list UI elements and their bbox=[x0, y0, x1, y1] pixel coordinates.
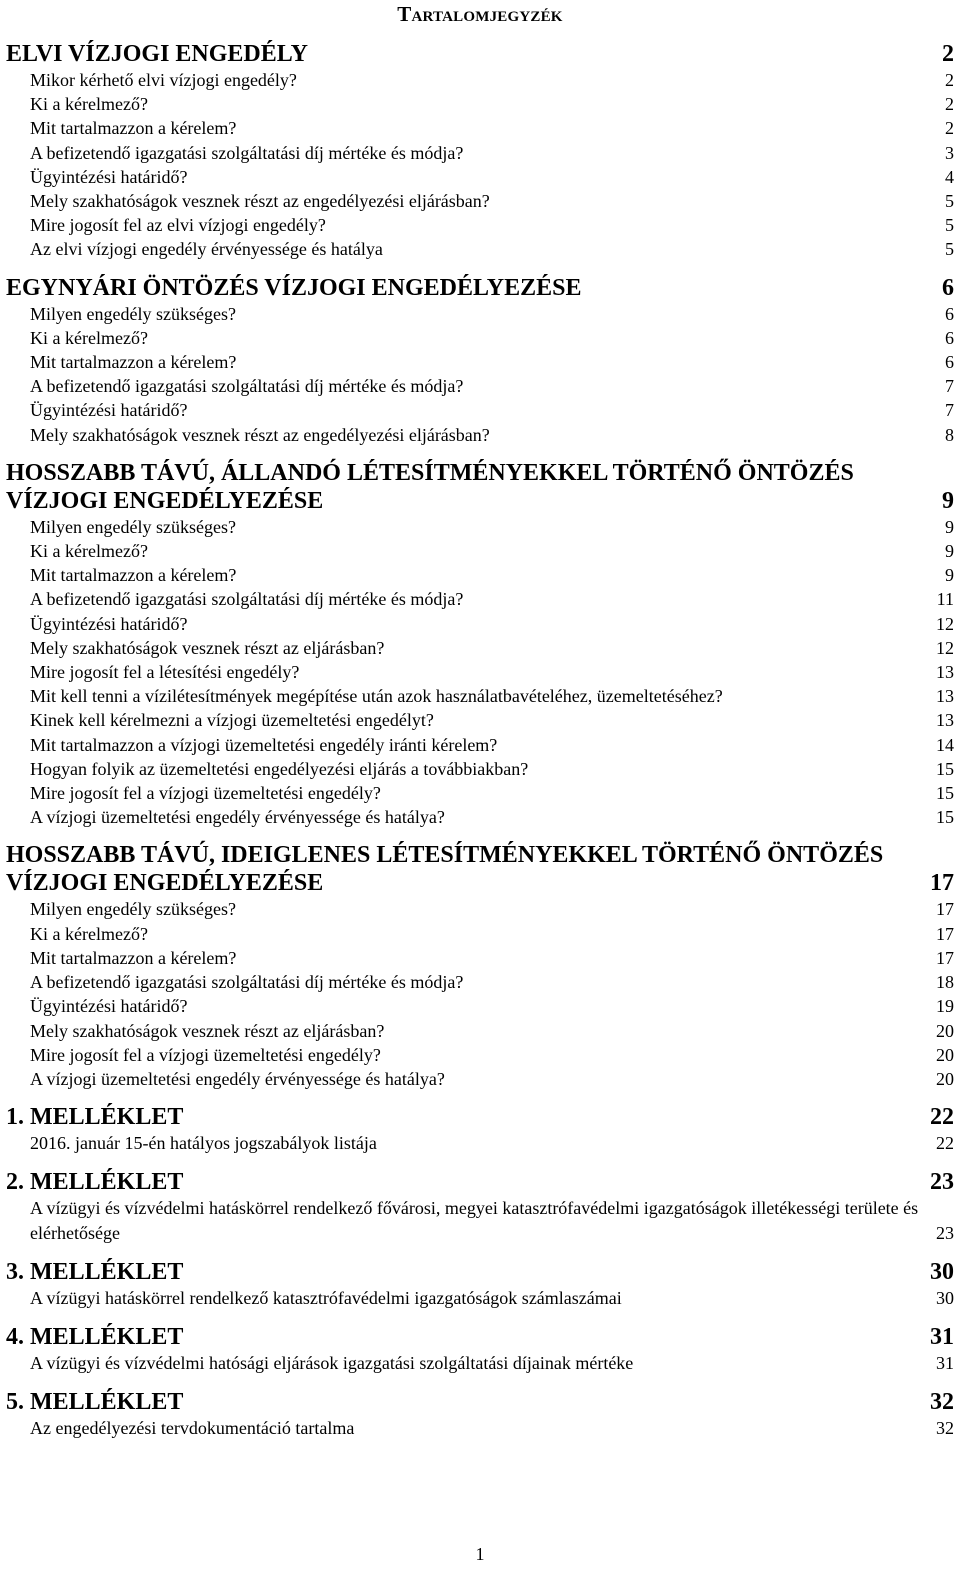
entry-title: Ügyintézési határidő? bbox=[30, 400, 188, 421]
toc-section bbox=[0, 274, 960, 447]
entry-title: A befizetendő igazgatási szolgáltatási díj mértéke és módja? bbox=[30, 142, 464, 163]
entry-title: A vízjogi üzemeltetési engedély érvényessége és hatálya? bbox=[30, 1068, 445, 1089]
entry-title: A befizetendő igazgatási szolgáltatási díj mértéke és módja? bbox=[30, 376, 464, 397]
section-page-number: 17 bbox=[930, 870, 954, 897]
entry-title: Ki a kérelmező? bbox=[30, 541, 148, 562]
toc-entry[interactable] bbox=[0, 141, 960, 165]
entry-title: Mely szakhatóságok vesznek részt az engedélyezési eljárásban? bbox=[30, 191, 490, 212]
entry-page-number: 5 bbox=[945, 215, 954, 236]
section-title: 3. MELLÉKLET bbox=[6, 1258, 184, 1285]
entry-title: Mit tartalmazzon a kérelem? bbox=[30, 947, 237, 968]
section-page-number: 6 bbox=[942, 274, 954, 301]
entry-page-number: 13 bbox=[936, 662, 954, 683]
toc-entry[interactable] bbox=[0, 398, 960, 422]
entry-title: Mire jogosít fel a vízjogi üzemeltetési engedély? bbox=[30, 783, 381, 804]
toc-entry[interactable] bbox=[0, 612, 960, 636]
section-title: 1. MELLÉKLET bbox=[6, 1104, 184, 1131]
toc-section-heading[interactable] bbox=[0, 1103, 960, 1131]
entry-title: A vízügyi és vízvédelmi hatósági eljárások igazgatási szolgáltatási díjainak mértéke bbox=[30, 1352, 634, 1373]
entry-title: Az engedélyezési tervdokumentáció tartalma bbox=[30, 1418, 355, 1439]
entry-page-number: 2 bbox=[945, 70, 954, 90]
toc-section-heading[interactable] bbox=[0, 459, 960, 515]
toc-entry[interactable] bbox=[0, 165, 960, 189]
entry-page-number: 23 bbox=[936, 1222, 954, 1243]
toc-entry[interactable] bbox=[0, 1131, 960, 1155]
toc-entry[interactable] bbox=[0, 350, 960, 374]
entry-page-number: 6 bbox=[945, 303, 954, 324]
entry-page-number: 2 bbox=[945, 118, 954, 139]
entry-title: Kinek kell kérelmezni a vízjogi üzemeltetési engedélyt? bbox=[30, 710, 434, 731]
entry-title: A vízügyi és vízvédelmi hatáskörrel rendelkező fővárosi, megyei katasztrófavédelmi igazgatóságok illetékességi területe és elérhetősége bbox=[30, 1198, 919, 1243]
entry-page-number: 17 bbox=[936, 923, 954, 944]
entry-title: Ügyintézési határidő? bbox=[30, 166, 188, 187]
toc-entry[interactable] bbox=[0, 92, 960, 116]
entry-page-number: 9 bbox=[945, 565, 954, 586]
toc-entry[interactable] bbox=[0, 563, 960, 587]
toc-entry[interactable] bbox=[0, 994, 960, 1018]
toc-entry[interactable] bbox=[0, 660, 960, 684]
toc-entry[interactable] bbox=[0, 1286, 960, 1310]
toc-entry[interactable] bbox=[0, 515, 960, 539]
toc-entry[interactable] bbox=[0, 757, 960, 781]
toc-entry[interactable] bbox=[0, 1019, 960, 1043]
entry-title: Mely szakhatóságok vesznek részt az engedélyezési eljárásban? bbox=[30, 424, 490, 445]
section-page-number: 30 bbox=[930, 1258, 954, 1285]
toc-entry[interactable] bbox=[0, 946, 960, 970]
entry-page-number: 18 bbox=[936, 972, 954, 993]
entry-title: Ügyintézési határidő? bbox=[30, 996, 188, 1017]
section-page-number: 23 bbox=[930, 1169, 954, 1196]
entry-page-number: 20 bbox=[936, 1068, 954, 1089]
toc-entry[interactable] bbox=[0, 116, 960, 140]
toc-entry[interactable] bbox=[0, 897, 960, 921]
toc-section bbox=[0, 1388, 960, 1440]
entry-title: Ki a kérelmező? bbox=[30, 923, 148, 944]
entry-title: Mit tartalmazzon a kérelem? bbox=[30, 565, 237, 586]
toc-entry[interactable] bbox=[0, 1351, 960, 1375]
section-page-number: 32 bbox=[930, 1389, 954, 1416]
toc-entry[interactable] bbox=[0, 68, 960, 92]
section-title: HOSSZABB TÁVÚ, ÁLLANDÓ LÉTESÍTMÉNYEKKEL TÖRTÉNŐ ÖNTÖZÉS VÍZJOGI ENGEDÉLYEZÉSE bbox=[6, 459, 854, 514]
toc-section-heading[interactable] bbox=[0, 1388, 960, 1416]
entry-page-number: 3 bbox=[945, 142, 954, 163]
entry-page-number: 8 bbox=[945, 424, 954, 445]
entry-title: Mikor kérhető elvi vízjogi engedély? bbox=[30, 70, 297, 90]
section-title: 2. MELLÉKLET bbox=[6, 1169, 184, 1196]
section-page-number: 9 bbox=[942, 487, 954, 514]
toc-section bbox=[0, 1258, 960, 1310]
entry-page-number: 11 bbox=[936, 589, 954, 610]
entry-page-number: 5 bbox=[945, 239, 954, 260]
toc-section-heading[interactable] bbox=[0, 1168, 960, 1196]
entry-title: 2016. január 15-én hatályos jogszabályok listája bbox=[30, 1133, 377, 1154]
entry-title: Mit kell tenni a vízilétesítmények megépítése után azok használatbavételéhez, üzemeltetéséhez? bbox=[30, 686, 723, 707]
entry-title: Mire jogosít fel az elvi vízjogi engedély? bbox=[30, 215, 326, 236]
toc-section bbox=[0, 40, 960, 262]
entry-title: Mit tartalmazzon a kérelem? bbox=[30, 352, 237, 373]
entry-title: A vízjogi üzemeltetési engedély érvényessége és hatálya? bbox=[30, 807, 445, 828]
toc-section-heading[interactable] bbox=[0, 1323, 960, 1351]
toc-entry[interactable] bbox=[0, 587, 960, 611]
section-page-number: 2 bbox=[942, 41, 954, 67]
entry-page-number: 19 bbox=[936, 996, 954, 1017]
entry-page-number: 6 bbox=[945, 352, 954, 373]
toc-section bbox=[0, 1323, 960, 1375]
toc-entry[interactable] bbox=[0, 805, 960, 829]
entry-page-number: 4 bbox=[945, 166, 954, 187]
entry-title: Mire jogosít fel a létesítési engedély? bbox=[30, 662, 300, 683]
toc-section-heading[interactable] bbox=[0, 274, 960, 302]
toc-entry[interactable] bbox=[0, 374, 960, 398]
toc-entry[interactable] bbox=[0, 237, 960, 261]
entry-page-number: 13 bbox=[936, 710, 954, 731]
entry-title: Az elvi vízjogi engedély érvényessége és hatálya bbox=[30, 239, 383, 260]
entry-title: A vízügyi hatáskörrel rendelkező katasztrófavédelmi igazgatóságok számlaszámai bbox=[30, 1287, 622, 1308]
section-page-number: 31 bbox=[930, 1323, 954, 1350]
entry-title: Mit tartalmazzon a kérelem? bbox=[30, 118, 237, 139]
toc-entry[interactable] bbox=[0, 1067, 960, 1091]
toc-entry[interactable] bbox=[0, 708, 960, 732]
section-page-number: 22 bbox=[930, 1104, 954, 1131]
entry-page-number: 17 bbox=[936, 947, 954, 968]
entry-page-number: 2 bbox=[945, 94, 954, 115]
toc-entry[interactable] bbox=[0, 1043, 960, 1067]
section-title: EGYNYÁRI ÖNTÖZÉS VÍZJOGI ENGEDÉLYEZÉSE bbox=[6, 274, 582, 301]
toc-entry[interactable] bbox=[0, 1416, 960, 1440]
table-of-contents bbox=[0, 40, 960, 1440]
entry-title: Milyen engedély szükséges? bbox=[30, 303, 236, 324]
toc-entry[interactable] bbox=[0, 302, 960, 326]
toc-entry[interactable] bbox=[0, 1196, 960, 1244]
toc-entry[interactable] bbox=[0, 636, 960, 660]
entry-title: Ki a kérelmező? bbox=[30, 327, 148, 348]
toc-entry[interactable] bbox=[0, 189, 960, 213]
entry-page-number: 30 bbox=[936, 1287, 954, 1308]
section-title: 4. MELLÉKLET bbox=[6, 1323, 184, 1350]
page-number: 1 bbox=[475, 1544, 485, 1564]
entry-title: Milyen engedély szükséges? bbox=[30, 899, 236, 920]
entry-title: A befizetendő igazgatási szolgáltatási díj mértéke és módja? bbox=[30, 589, 464, 610]
toc-entry[interactable] bbox=[0, 922, 960, 946]
entry-title: Mit tartalmazzon a vízjogi üzemeltetési engedély iránti kérelem? bbox=[30, 734, 498, 755]
entry-title: Mely szakhatóságok vesznek részt az eljárásban? bbox=[30, 1020, 385, 1041]
toc-entry[interactable] bbox=[0, 684, 960, 708]
toc-section-heading[interactable] bbox=[0, 1258, 960, 1286]
entry-title: Mely szakhatóságok vesznek részt az eljárásban? bbox=[30, 637, 385, 658]
entry-title: A befizetendő igazgatási szolgáltatási díj mértéke és módja? bbox=[30, 972, 464, 993]
entry-page-number: 15 bbox=[936, 758, 954, 779]
section-title: ELVI VÍZJOGI ENGEDÉLY bbox=[6, 41, 308, 67]
entry-page-number: 9 bbox=[945, 516, 954, 537]
entry-page-number: 32 bbox=[936, 1418, 954, 1439]
toc-entry[interactable] bbox=[0, 213, 960, 237]
entry-page-number: 13 bbox=[936, 686, 954, 707]
entry-page-number: 20 bbox=[936, 1020, 954, 1041]
page-title bbox=[0, 2, 960, 27]
entry-page-number: 6 bbox=[945, 327, 954, 348]
section-title: 5. MELLÉKLET bbox=[6, 1389, 184, 1416]
toc-section bbox=[0, 1168, 960, 1244]
entry-page-number: 7 bbox=[945, 400, 954, 421]
entry-page-number: 22 bbox=[936, 1133, 954, 1154]
entry-title: Hogyan folyik az üzemeltetési engedélyezési eljárás a továbbiakban? bbox=[30, 758, 529, 779]
toc-section bbox=[0, 459, 960, 830]
toc-entry[interactable] bbox=[0, 326, 960, 350]
toc-section-heading[interactable] bbox=[0, 40, 960, 68]
entry-page-number: 5 bbox=[945, 191, 954, 212]
entry-page-number: 12 bbox=[936, 637, 954, 658]
entry-page-number: 17 bbox=[936, 899, 954, 920]
entry-page-number: 31 bbox=[936, 1352, 954, 1373]
toc-entry[interactable] bbox=[0, 539, 960, 563]
entry-title: Ügyintézési határidő? bbox=[30, 613, 188, 634]
section-title: HOSSZABB TÁVÚ, IDEIGLENES LÉTESÍTMÉNYEKKEL TÖRTÉNŐ ÖNTÖZÉS VÍZJOGI ENGEDÉLYEZÉSE bbox=[6, 842, 884, 897]
entry-title: Milyen engedély szükséges? bbox=[30, 516, 236, 537]
entry-page-number: 9 bbox=[945, 541, 954, 562]
toc-title-text: Tartalomjegyzék bbox=[397, 2, 563, 26]
entry-title: Ki a kérelmező? bbox=[30, 94, 148, 115]
entry-title: Mire jogosít fel a vízjogi üzemeltetési engedély? bbox=[30, 1044, 381, 1065]
entry-page-number: 15 bbox=[936, 807, 954, 828]
toc-entry[interactable] bbox=[0, 423, 960, 447]
entry-page-number: 14 bbox=[936, 734, 954, 755]
entry-page-number: 15 bbox=[936, 783, 954, 804]
toc-entry[interactable] bbox=[0, 781, 960, 805]
entry-page-number: 20 bbox=[936, 1044, 954, 1065]
toc-section bbox=[0, 1103, 960, 1155]
entry-page-number: 7 bbox=[945, 376, 954, 397]
toc-section bbox=[0, 841, 960, 1091]
toc-entry[interactable] bbox=[0, 733, 960, 757]
toc-entry[interactable] bbox=[0, 970, 960, 994]
toc-section-heading[interactable] bbox=[0, 841, 960, 897]
entry-page-number: 12 bbox=[936, 613, 954, 634]
